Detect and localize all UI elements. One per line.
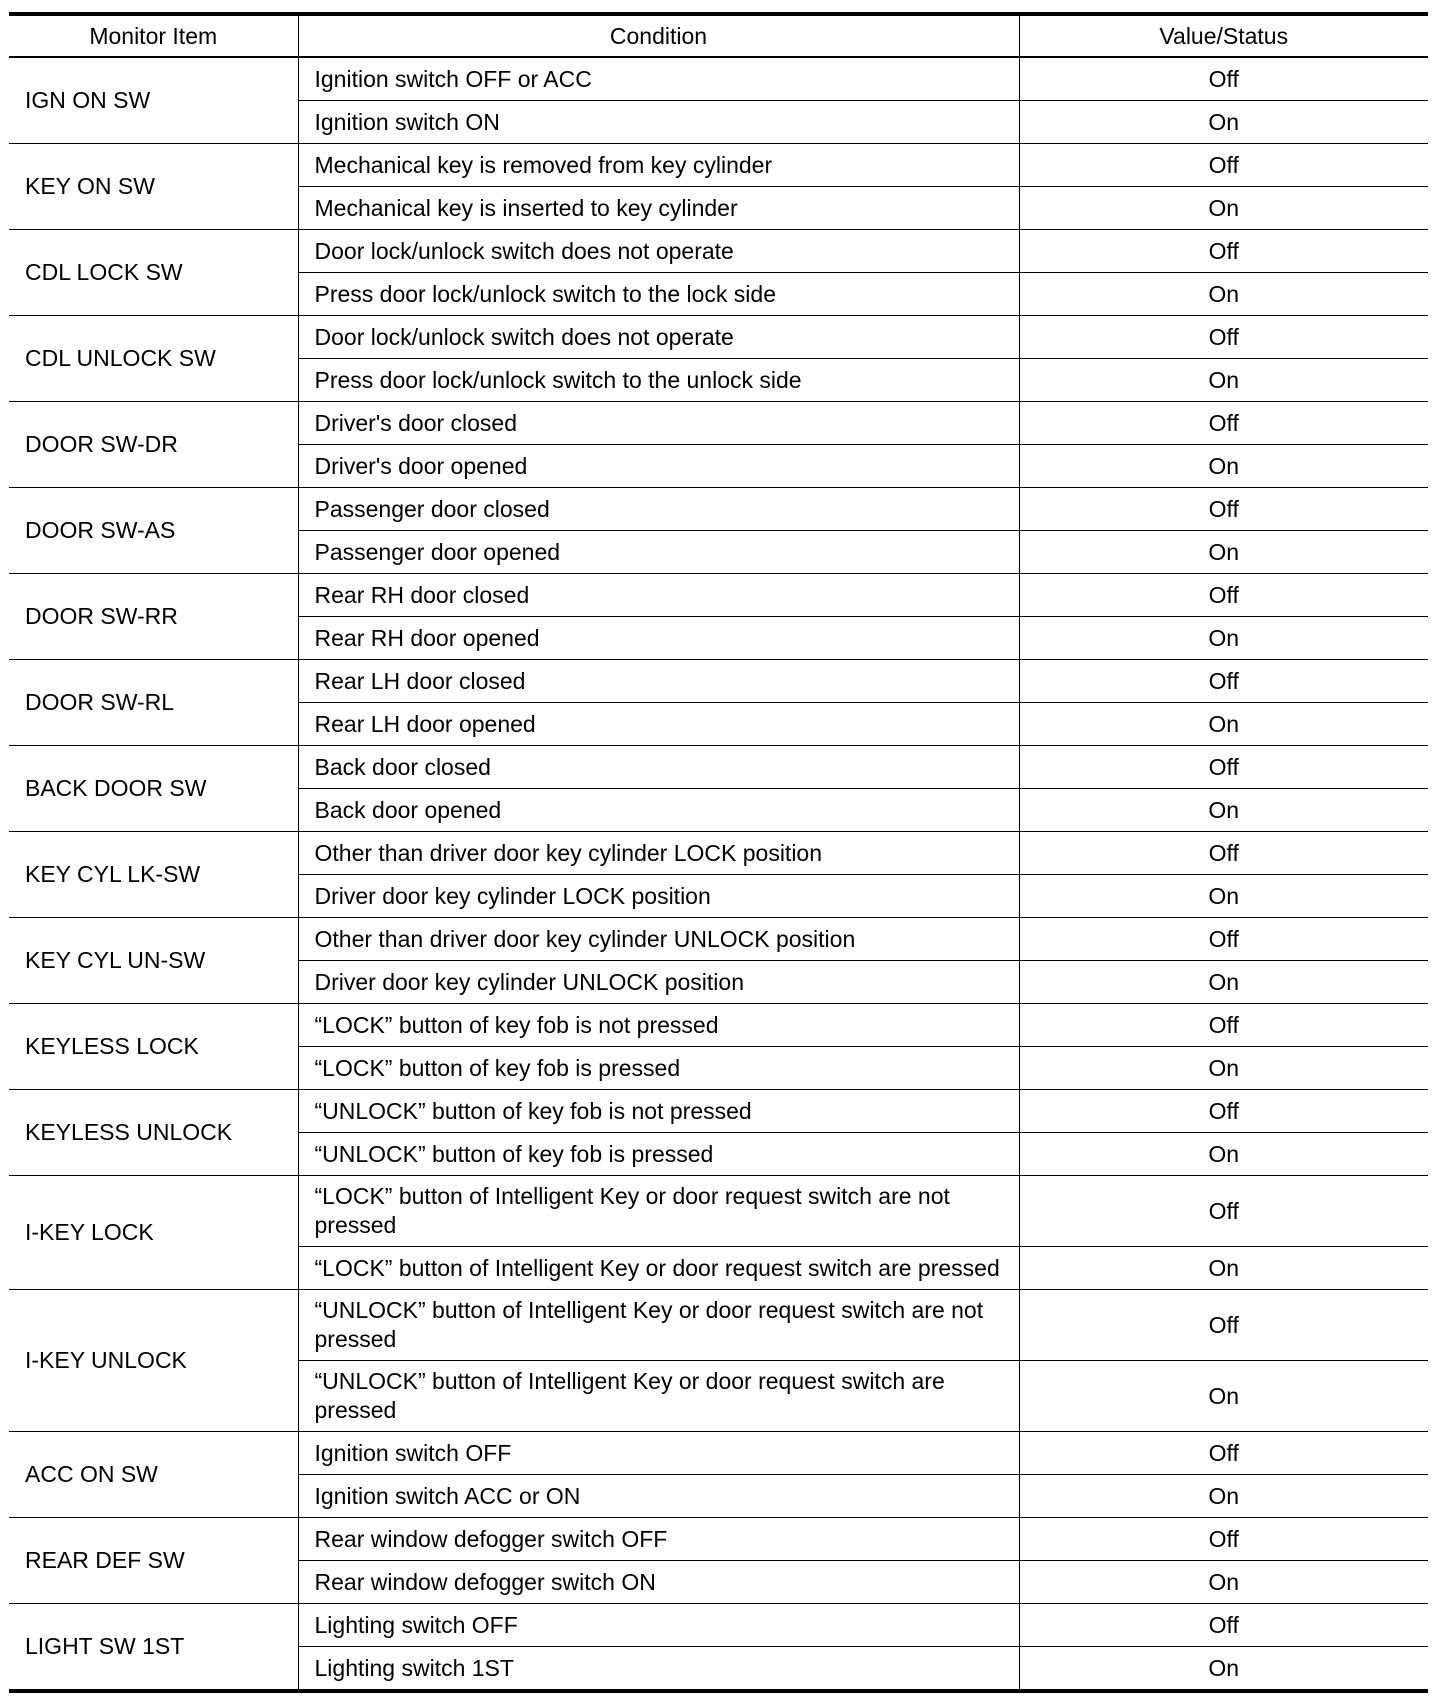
value-status-cell: On: [1019, 101, 1428, 144]
value-status-cell: On: [1019, 531, 1428, 574]
value-status-cell: On: [1019, 1647, 1428, 1692]
header-value-status: Value/Status: [1019, 14, 1428, 57]
value-status-cell: On: [1019, 1247, 1428, 1290]
value-status-cell: On: [1019, 961, 1428, 1004]
value-status-cell: Off: [1019, 402, 1428, 445]
table-body: [9, 57, 1428, 1691]
condition-cell: Driver's door closed: [298, 402, 1019, 445]
table-row: [9, 574, 1428, 617]
condition-cell: “UNLOCK” button of key fob is pressed: [298, 1133, 1019, 1176]
value-status-cell: Off: [1019, 1432, 1428, 1475]
value-status-cell: Off: [1019, 1290, 1428, 1361]
table-row: [9, 1604, 1428, 1647]
value-status-cell: Off: [1019, 230, 1428, 273]
table-row: [9, 488, 1428, 531]
value-status-cell: On: [1019, 1475, 1428, 1518]
condition-cell: Mechanical key is inserted to key cylinder: [298, 187, 1019, 230]
condition-cell: Rear RH door opened: [298, 617, 1019, 660]
value-status-cell: On: [1019, 789, 1428, 832]
monitor-item-cell: IGN ON SW: [9, 57, 298, 144]
value-status-cell: Off: [1019, 144, 1428, 187]
value-status-cell: Off: [1019, 1176, 1428, 1247]
condition-cell: Back door opened: [298, 789, 1019, 832]
monitor-item-cell: I-KEY UNLOCK: [9, 1290, 298, 1432]
header-monitor-item: Monitor Item: [9, 14, 298, 57]
monitor-item-cell: CDL UNLOCK SW: [9, 316, 298, 402]
value-status-cell: On: [1019, 273, 1428, 316]
monitor-item-cell: KEY CYL LK-SW: [9, 832, 298, 918]
condition-cell: Rear window defogger switch ON: [298, 1561, 1019, 1604]
condition-cell: Other than driver door key cylinder LOCK position: [298, 832, 1019, 875]
table-row: [9, 402, 1428, 445]
condition-cell: Ignition switch OFF: [298, 1432, 1019, 1475]
value-status-cell: Off: [1019, 1604, 1428, 1647]
condition-cell: Lighting switch 1ST: [298, 1647, 1019, 1692]
value-status-cell: Off: [1019, 488, 1428, 531]
monitor-item-cell: DOOR SW-RL: [9, 660, 298, 746]
table-row: [9, 1176, 1428, 1247]
table-row: [9, 1290, 1428, 1361]
value-status-cell: Off: [1019, 574, 1428, 617]
value-status-cell: On: [1019, 617, 1428, 660]
condition-cell: Driver's door opened: [298, 445, 1019, 488]
table-header-row: [9, 14, 1428, 57]
value-status-cell: Off: [1019, 746, 1428, 789]
value-status-cell: On: [1019, 445, 1428, 488]
monitor-item-cell: I-KEY LOCK: [9, 1176, 298, 1290]
table-row: [9, 832, 1428, 875]
table-row: [9, 918, 1428, 961]
condition-cell: Door lock/unlock switch does not operate: [298, 316, 1019, 359]
condition-cell: “UNLOCK” button of Intelligent Key or door request switch are pressed: [298, 1361, 1019, 1432]
condition-cell: “UNLOCK” button of Intelligent Key or door request switch are not pressed: [298, 1290, 1019, 1361]
table-row: [9, 746, 1428, 789]
condition-cell: Other than driver door key cylinder UNLOCK position: [298, 918, 1019, 961]
value-status-cell: On: [1019, 1047, 1428, 1090]
condition-cell: “LOCK” button of Intelligent Key or door request switch are pressed: [298, 1247, 1019, 1290]
condition-cell: Rear window defogger switch OFF: [298, 1518, 1019, 1561]
value-status-cell: Off: [1019, 1090, 1428, 1133]
table-row: [9, 230, 1428, 273]
condition-cell: “LOCK” button of Intelligent Key or door request switch are not pressed: [298, 1176, 1019, 1247]
value-status-cell: On: [1019, 1361, 1428, 1432]
condition-cell: Rear LH door closed: [298, 660, 1019, 703]
condition-cell: Ignition switch OFF or ACC: [298, 57, 1019, 101]
condition-cell: Rear LH door opened: [298, 703, 1019, 746]
value-status-cell: Off: [1019, 832, 1428, 875]
condition-cell: Driver door key cylinder LOCK position: [298, 875, 1019, 918]
value-status-cell: On: [1019, 1133, 1428, 1176]
condition-cell: Door lock/unlock switch does not operate: [298, 230, 1019, 273]
value-status-cell: On: [1019, 1561, 1428, 1604]
monitor-item-cell: DOOR SW-RR: [9, 574, 298, 660]
monitor-item-cell: KEYLESS LOCK: [9, 1004, 298, 1090]
value-status-cell: Off: [1019, 1004, 1428, 1047]
value-status-cell: On: [1019, 875, 1428, 918]
table-row: [9, 144, 1428, 187]
value-status-cell: Off: [1019, 660, 1428, 703]
condition-cell: “LOCK” button of key fob is not pressed: [298, 1004, 1019, 1047]
condition-cell: Mechanical key is removed from key cylinder: [298, 144, 1019, 187]
value-status-cell: Off: [1019, 918, 1428, 961]
condition-cell: “UNLOCK” button of key fob is not pressed: [298, 1090, 1019, 1133]
monitor-item-cell: KEY CYL UN-SW: [9, 918, 298, 1004]
header-condition: Condition: [298, 14, 1019, 57]
monitor-item-table: [9, 12, 1428, 1693]
monitor-item-cell: KEYLESS UNLOCK: [9, 1090, 298, 1176]
monitor-item-cell: DOOR SW-AS: [9, 488, 298, 574]
condition-cell: Back door closed: [298, 746, 1019, 789]
value-status-cell: On: [1019, 359, 1428, 402]
condition-cell: Ignition switch ON: [298, 101, 1019, 144]
monitor-item-cell: CDL LOCK SW: [9, 230, 298, 316]
table-row: [9, 316, 1428, 359]
condition-cell: Press door lock/unlock switch to the unlock side: [298, 359, 1019, 402]
condition-cell: Rear RH door closed: [298, 574, 1019, 617]
condition-cell: Lighting switch OFF: [298, 1604, 1019, 1647]
condition-cell: Passenger door opened: [298, 531, 1019, 574]
table-row: [9, 1090, 1428, 1133]
monitor-item-cell: REAR DEF SW: [9, 1518, 298, 1604]
value-status-cell: Off: [1019, 57, 1428, 101]
condition-cell: “LOCK” button of key fob is pressed: [298, 1047, 1019, 1090]
monitor-item-cell: KEY ON SW: [9, 144, 298, 230]
monitor-item-cell: BACK DOOR SW: [9, 746, 298, 832]
table-row: [9, 1004, 1428, 1047]
condition-cell: Press door lock/unlock switch to the lock side: [298, 273, 1019, 316]
monitor-item-cell: LIGHT SW 1ST: [9, 1604, 298, 1692]
value-status-cell: On: [1019, 187, 1428, 230]
value-status-cell: Off: [1019, 316, 1428, 359]
table-row: [9, 57, 1428, 101]
condition-cell: Passenger door closed: [298, 488, 1019, 531]
monitor-item-cell: ACC ON SW: [9, 1432, 298, 1518]
condition-cell: Driver door key cylinder UNLOCK position: [298, 961, 1019, 1004]
table-row: [9, 660, 1428, 703]
table-row: [9, 1518, 1428, 1561]
value-status-cell: Off: [1019, 1518, 1428, 1561]
condition-cell: Ignition switch ACC or ON: [298, 1475, 1019, 1518]
monitor-item-cell: DOOR SW-DR: [9, 402, 298, 488]
table-row: [9, 1432, 1428, 1475]
value-status-cell: On: [1019, 703, 1428, 746]
